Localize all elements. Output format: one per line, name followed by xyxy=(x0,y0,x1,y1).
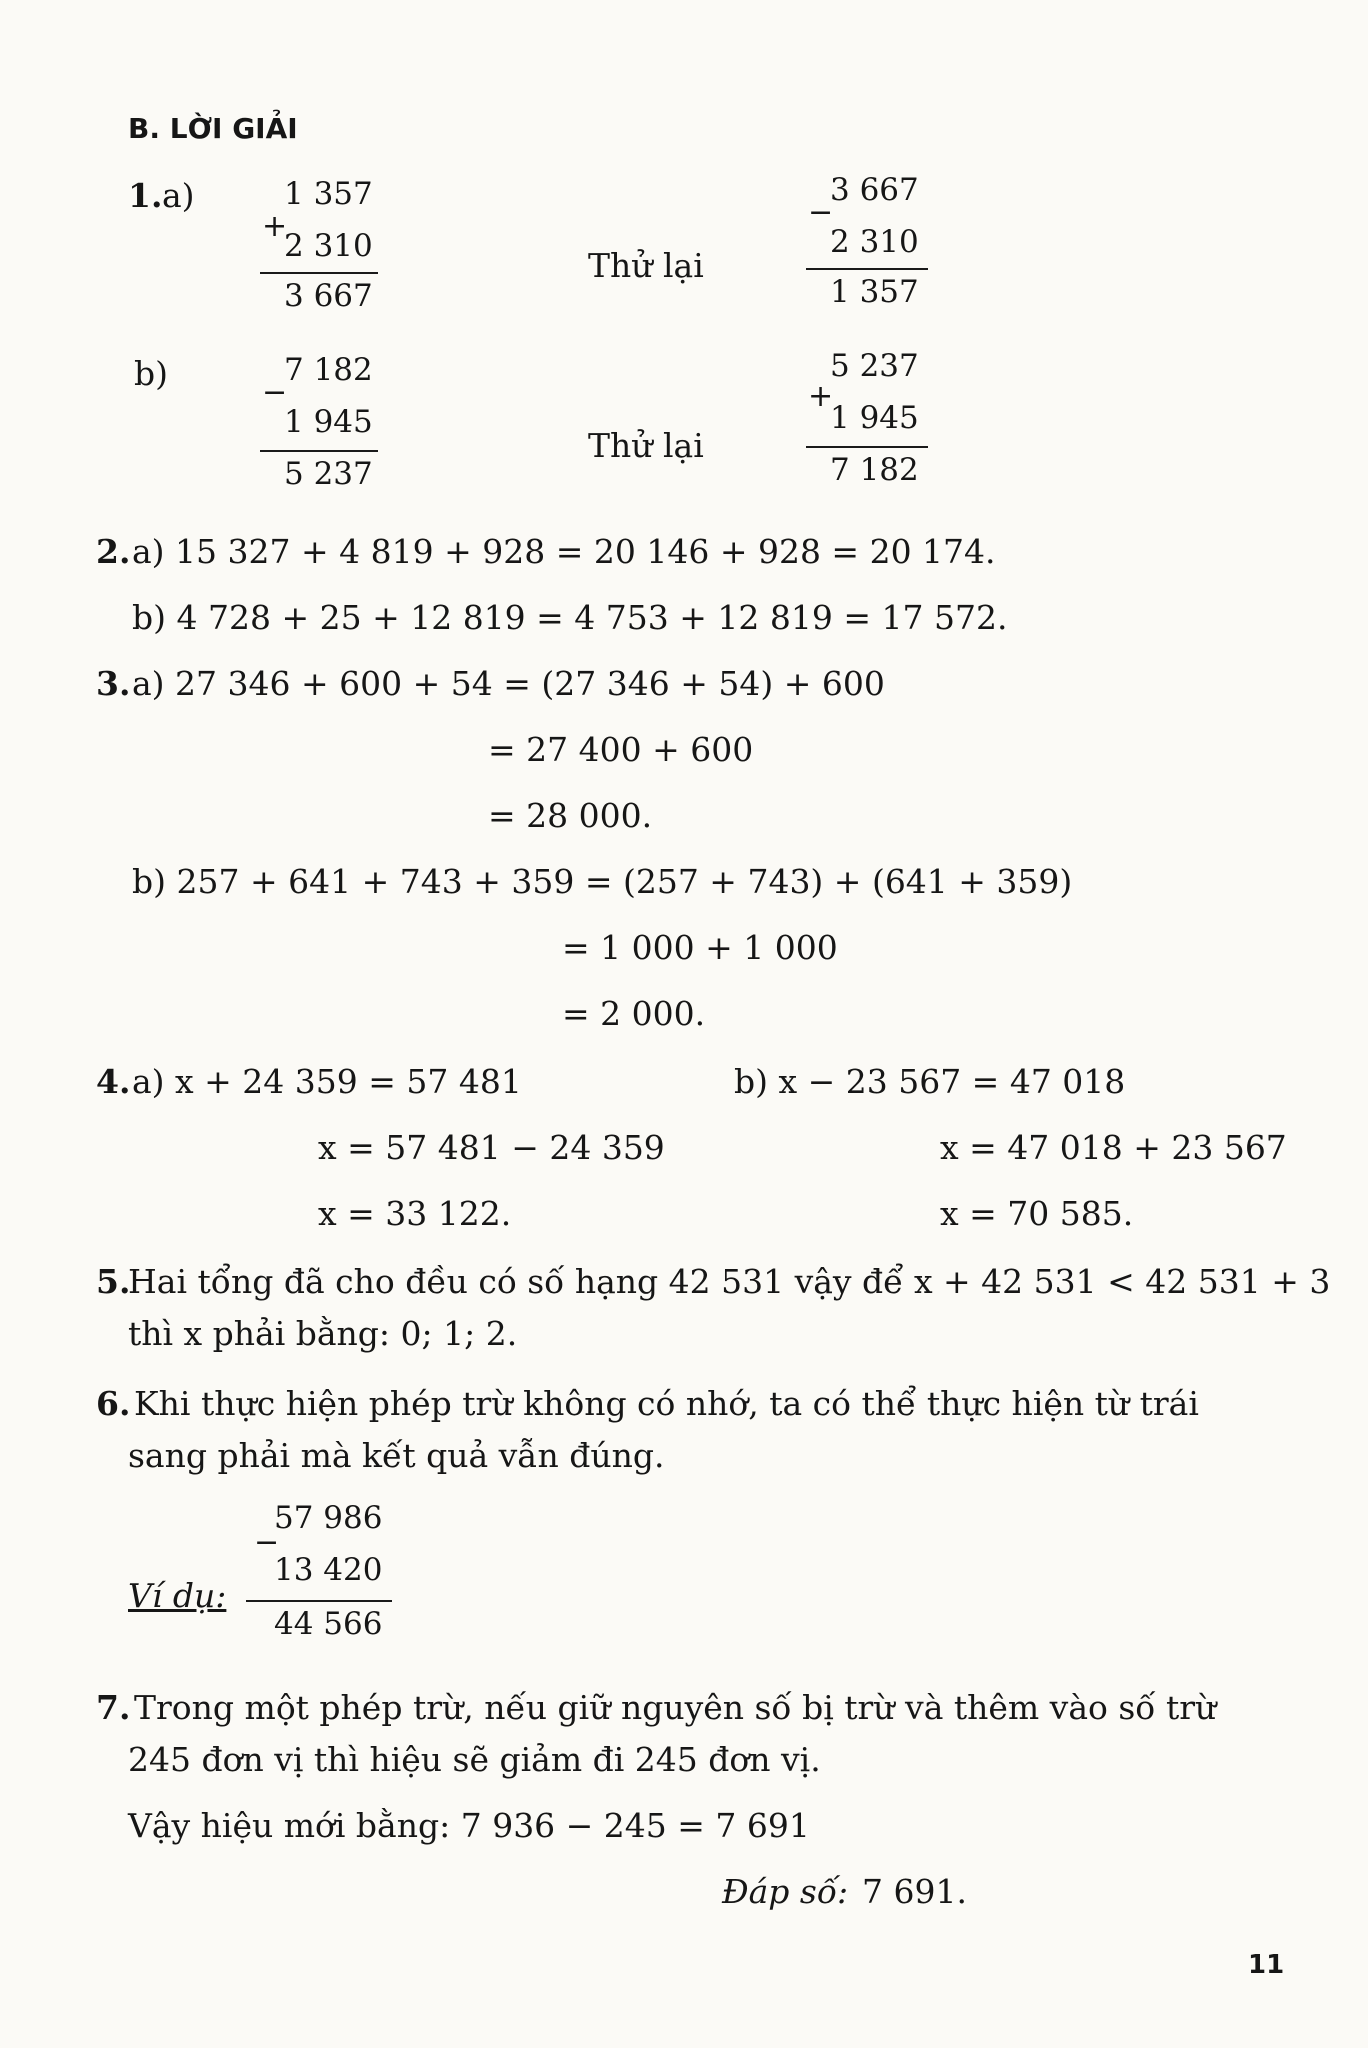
problem-line: Khi thực hiện phép trừ không có nhớ, ta có thể thực hiện từ trái xyxy=(134,1384,1199,1423)
problem-line: = 1 000 + 1 000 xyxy=(562,928,838,967)
problem-number: 1. xyxy=(128,176,163,215)
page-number: 11 xyxy=(1248,1950,1285,1980)
operand-top: 3 667 xyxy=(830,172,919,208)
problem-number: 2. xyxy=(96,532,131,571)
plus-operator: + xyxy=(262,209,288,244)
problem-number: 4. xyxy=(96,1062,131,1101)
minus-operator: − xyxy=(254,1525,280,1560)
minus-operator: − xyxy=(808,195,834,230)
problem-line: thì x phải bằng: 0; 1; 2. xyxy=(128,1314,518,1353)
operand-top: 7 182 xyxy=(284,352,373,388)
check-label: Thử lại xyxy=(588,246,704,285)
result: 5 237 xyxy=(284,456,373,492)
part-label: b) xyxy=(134,354,168,393)
result: 7 182 xyxy=(830,452,919,488)
operand-top: 57 986 xyxy=(274,1500,383,1536)
result: 44 566 xyxy=(274,1606,383,1642)
problem-line: a) x + 24 359 = 57 481 xyxy=(132,1062,522,1101)
example-label: Ví dụ: xyxy=(128,1576,227,1615)
problem-line: sang phải mà kết quả vẫn đúng. xyxy=(128,1436,665,1475)
problem-line: x = 33 122. xyxy=(318,1194,512,1233)
plus-operator: + xyxy=(808,379,834,414)
problem-line: = 27 400 + 600 xyxy=(488,730,754,769)
operand-bottom: 2 310 xyxy=(830,224,919,260)
answer-value: 7 691. xyxy=(862,1872,967,1911)
problem-line: x = 70 585. xyxy=(940,1194,1134,1233)
problem-line: a) 27 346 + 600 + 54 = (27 346 + 54) + 600 xyxy=(132,664,885,703)
check-label: Thử lại xyxy=(588,426,704,465)
section-heading: B. LỜI GIẢI xyxy=(128,112,298,145)
problem-line: 245 đơn vị thì hiệu sẽ giảm đi 245 đơn vị. xyxy=(128,1740,821,1779)
problem-line: x = 47 018 + 23 567 xyxy=(940,1128,1287,1167)
sum-line xyxy=(260,272,378,274)
problem-line: Trong một phép trừ, nếu giữ nguyên số bị trừ và thêm vào số trừ xyxy=(134,1688,1217,1727)
result: 3 667 xyxy=(284,278,373,314)
problem-line: b) x − 23 567 = 47 018 xyxy=(734,1062,1126,1101)
problem-line: = 28 000. xyxy=(488,796,653,835)
minus-operator: − xyxy=(262,375,288,410)
difference-line xyxy=(806,268,928,270)
operand-top: 5 237 xyxy=(830,348,919,384)
sum-line xyxy=(806,446,928,448)
operand-bottom: 2 310 xyxy=(284,228,373,264)
problem-line: b) 257 + 641 + 743 + 359 = (257 + 743) + (641 + 359) xyxy=(132,862,1073,901)
problem-line: x = 57 481 − 24 359 xyxy=(318,1128,665,1167)
problem-line: Vậy hiệu mới bằng: 7 936 − 245 = 7 691 xyxy=(128,1806,810,1845)
problem-number: 3. xyxy=(96,664,131,703)
difference-line xyxy=(260,450,378,452)
problem-number: 7. xyxy=(96,1688,131,1727)
operand-bottom: 1 945 xyxy=(284,404,373,440)
problem-line: b) 4 728 + 25 + 12 819 = 4 753 + 12 819 = 17 572. xyxy=(132,598,1008,637)
result: 1 357 xyxy=(830,274,919,310)
problem-line: = 2 000. xyxy=(562,994,706,1033)
answer-label: Đáp số: xyxy=(722,1872,849,1911)
problem-number: 6. xyxy=(96,1384,131,1423)
operand-bottom: 13 420 xyxy=(274,1552,383,1588)
operand-bottom: 1 945 xyxy=(830,400,919,436)
problem-number: 5. xyxy=(96,1262,131,1301)
problem-line: a) 15 327 + 4 819 + 928 = 20 146 + 928 = 20 174. xyxy=(132,532,996,571)
difference-line xyxy=(246,1600,392,1602)
operand-top: 1 357 xyxy=(284,176,373,212)
part-label: a) xyxy=(162,176,195,215)
problem-line: Hai tổng đã cho đều có số hạng 42 531 vậy để x + 42 531 < 42 531 + 3 xyxy=(128,1262,1331,1301)
